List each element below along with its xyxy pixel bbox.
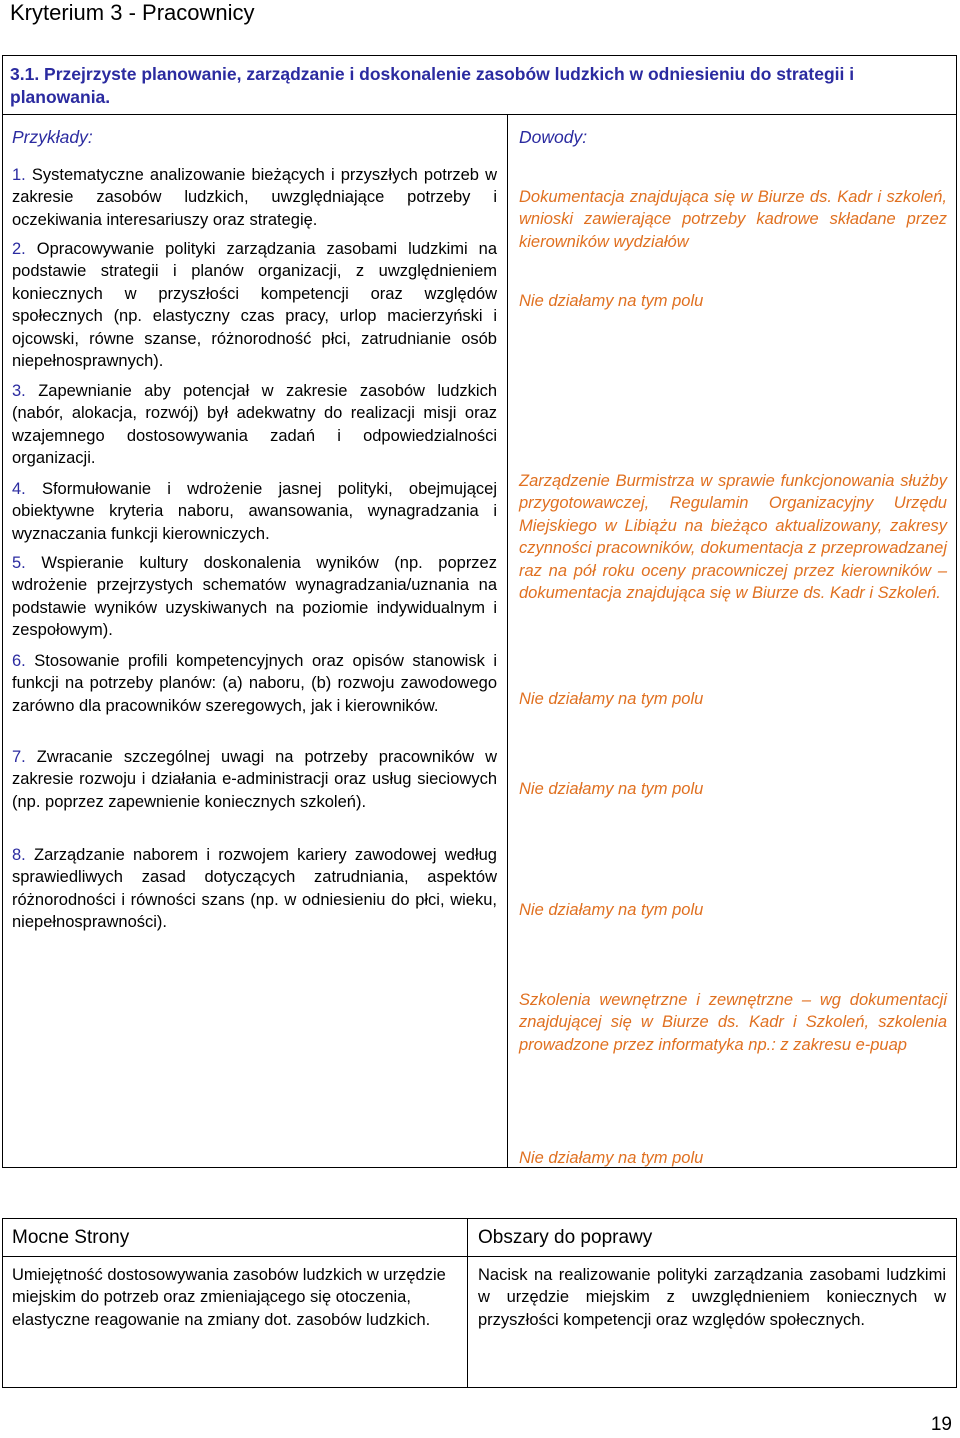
example-item-5: 5. Wspieranie kultury doskonalenia wyników (np. poprzez wdrożenie przejrzystych schematów wynagradzania/uznania na podstawie wyników uzyskiwanych na poziomie indywidualnym i zespołowym). [12, 554, 497, 640]
evidence-4: Nie działamy na tym polu [519, 690, 704, 708]
column-divider [507, 114, 508, 1168]
example-item-3: 3. Zapewnianie aby potencjał w zakresie zasobów ludzkich (nabór, alokacja, rozwój) był adekwatny do realizacji misji oraz wzajemnego dostosowywania zadań i odpowiedzialności organizacji. [12, 382, 497, 468]
improvements-text: Nacisk na realizowanie polityki zarządzania zasobami ludzkimi w urzędzie miejskim z uwzględnieniem koniecznych w przyszłości kompetencji oraz względów społecznych. [478, 1266, 946, 1329]
example-item-4: 4. Sformułowanie i wdrożenie jasnej polityki, obejmującej obiektywne kryteria naboru, awansowania, wynagradzania i wyznaczania funkcji kierowniczych. [12, 480, 497, 543]
summary-column-divider [467, 1218, 468, 1388]
evidence-8: Nie działamy na tym polu [519, 1149, 704, 1167]
improvements-heading: Obszary do poprawy [478, 1227, 653, 1248]
examples-label: Przykłady: [12, 127, 93, 147]
evidence-2: Nie działamy na tym polu [519, 292, 704, 310]
evidence-5: Nie działamy na tym polu [519, 780, 704, 798]
page-number: 19 [930, 1414, 952, 1435]
example-item-6: 6. Stosowanie profili kompetencyjnych oraz opisów stanowisk i funkcji na potrzeby planów: (a) naboru, (b) rozwoju zawodowego zarówno dla pracowników szeregowych, jak i kierowników. [12, 652, 497, 715]
strengths-text: Umiejętność dostosowywania zasobów ludzkich w urzędzie miejskim do potrzeb oraz zmieniającego się otoczenia, elastyczne reagowanie na zmiany dot. zasobów ludzkich. [12, 1266, 446, 1329]
evidence-1: Dokumentacja znajdująca się w Biurze ds. Kadr i szkoleń, wnioski zawierające potrzeby kadrowe składane przez kierowników wydziałów [519, 188, 947, 251]
summary-header-divider [2, 1256, 957, 1257]
example-item-8: 8. Zarządzanie naborem i rozwojem kariery zawodowej według sprawiedliwych zasad dotyczących zatrudniania, aspektów różnorodności i równości szans (np. w odniesieniu do płci, wieku, niepełnosprawności). [12, 846, 497, 932]
example-item-2: 2. Opracowywanie polityki zarządzania zasobami ludzkimi na podstawie strategii i planów organizacji, z uwzględnieniem koniecznych w przyszłości kompetencji oraz względów społecznych (np. elastyczny czas pracy, urlop macierzyński i ojcowski, równe szanse, różnorodność płci, zatrudnianie osób niepełnosprawnych). [12, 240, 497, 371]
section-divider [2, 114, 957, 115]
evidence-3: Zarządzenie Burmistrza w sprawie funkcjonowania służby przygotowawczej, Regulamin Organizacyjny Urzędu Miejskiego w Libiążu na bieżąco aktualizowany, zakresy czynności pracowników, dokumentacja z przeprowadzanej raz na pół roku oceny pracowniczej przez kierowników – dokumentacja znajdująca się w Biurze ds. Kadr i Szkoleń. [519, 472, 947, 603]
example-item-1: 1. Systematyczne analizowanie bieżących i przyszłych potrzeb w zakresie zasobów ludzkich, uwzględniające potrzeby i oczekiwania interesariuszy oraz strategię. [12, 166, 497, 229]
example-item-7: 7. Zwracanie szczególnej uwagi na potrzeby pracowników w zakresie rozwoju i działania e-administracji oraz usług sieciowych (np. poprzez zapewnienie koniecznych szkoleń). [12, 748, 497, 811]
evidence-label: Dowody: [519, 127, 588, 147]
strengths-heading: Mocne Strony [12, 1227, 130, 1248]
evidence-7: Szkolenia wewnętrzne i zewnętrzne – wg dokumentacji znajdującej się w Biurze ds. Kadr i Szkoleń, szkolenia prowadzone przez informatyka np.: z zakresu e-puap [519, 991, 947, 1054]
section-heading: 3.1. Przejrzyste planowanie, zarządzanie i doskonalenie zasobów ludzkich w odniesieniu do strategii i planowania. [10, 64, 855, 107]
evidence-6: Nie działamy na tym polu [519, 901, 704, 919]
page-title: Kryterium 3 - Pracownicy [10, 0, 255, 25]
